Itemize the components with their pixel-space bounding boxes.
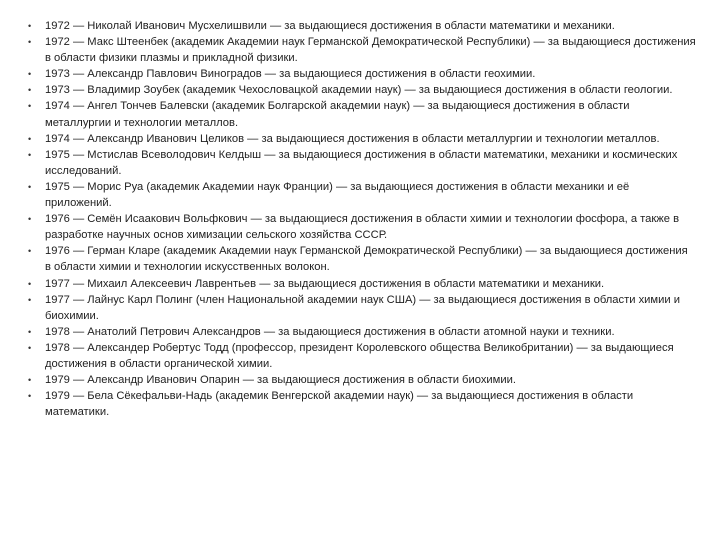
- list-item-text: 1976 — Герман Кларе (академик Академии наук Германской Демократической Республики) — за выдающиеся достижения в области химии и технологии искусственных волокон.: [45, 245, 688, 274]
- bullet-icon: •: [28, 37, 32, 48]
- bullet-icon: •: [28, 85, 32, 96]
- list-item-text: 1979 — Александр Иванович Опарин — за выдающиеся достижения в области биохимии.: [45, 374, 516, 387]
- bullet-icon: •: [28, 294, 32, 305]
- list-item: [28, 18, 696, 34]
- list-item: [28, 179, 696, 211]
- list-item-text: 1978 — Анатолий Петрович Александров — за выдающиеся достижения в области атомной науки и техники.: [45, 325, 615, 338]
- list-item: [28, 98, 696, 130]
- list-item-text: 1978 — Александер Робертус Тодд (профессор, президент Королевского общества Великобритании) — за выдающиеся достижения в области органической химии.: [45, 341, 674, 370]
- list-item-text: 1973 — Владимир Зоубек (академик Чехословацкой академии наук) — за выдающиеся достижения в области геологии.: [45, 84, 673, 97]
- list-item-text: 1976 — Семён Исаакович Вольфкович — за выдающиеся достижения в области химии и технологии фосфора, а также в разработке научных основ химизации сельского хозяйства СССР.: [45, 213, 680, 242]
- list-item-text: 1975 — Мстислав Всеволодович Келдыш — за выдающиеся достижения в области математики, механики и космических исследований.: [45, 148, 678, 177]
- bullet-icon: •: [28, 246, 32, 257]
- list-item: [28, 276, 696, 292]
- list-item: [28, 372, 696, 388]
- list-item: [28, 34, 696, 66]
- list-item: [28, 388, 696, 420]
- list-item: [28, 243, 696, 275]
- bullet-icon: •: [28, 181, 32, 192]
- list-item: [28, 66, 696, 82]
- laureates-list: [28, 18, 696, 420]
- list-item: [28, 147, 696, 179]
- list-item-text: 1973 — Александр Павлович Виноградов — за выдающиеся достижения в области геохимии.: [45, 68, 536, 81]
- bullet-icon: •: [28, 278, 32, 289]
- list-item: [28, 340, 696, 372]
- bullet-icon: •: [28, 342, 32, 353]
- bullet-icon: •: [28, 214, 32, 225]
- list-item: [28, 211, 696, 243]
- list-item-text: 1979 — Бела Сёкефальви-Надь (академик Венгерской академии наук) — за выдающиеся достижения в области математики.: [45, 390, 634, 419]
- list-item: [28, 292, 696, 324]
- list-item-text: 1972 — Макс Штеенбек (академик Академии наук Германской Демократической Республики) — за выдающиеся достижения в области физики плазмы и прикладной физики.: [45, 36, 696, 65]
- list-item: [28, 82, 696, 98]
- list-item-text: 1972 — Николай Иванович Мусхелишвили — за выдающиеся достижения в области математики и механики.: [45, 20, 615, 32]
- bullet-icon: •: [28, 375, 32, 386]
- list-item: [28, 131, 696, 147]
- list-item-text: 1977 — Михаил Алексеевич Лаврентьев — за выдающиеся достижения в области математики и механики.: [45, 277, 605, 290]
- bullet-icon: •: [28, 133, 32, 144]
- list-item-text: 1975 — Морис Руа (академик Академии наук Франции) — за выдающиеся достижения в области механики и её приложений.: [45, 180, 630, 210]
- bullet-icon: •: [28, 69, 32, 80]
- list-item-text: 1977 — Лайнус Карл Полинг (член Национальной академии наук США) — за выдающиеся достижения в области химии и биохимии.: [45, 293, 680, 322]
- list-item: [28, 324, 696, 340]
- bullet-icon: •: [28, 149, 32, 160]
- bullet-icon: •: [28, 326, 32, 337]
- list-item-text: 1974 — Ангел Тончев Балевски (академик Болгарской академии наук) — за выдающиеся достижения в области металлургии и технологии металлов.: [45, 100, 630, 129]
- list-item-text: 1974 — Александр Иванович Целиков — за выдающиеся достижения в области металлургии и технологии металлов.: [45, 132, 660, 145]
- bullet-icon: •: [28, 21, 32, 31]
- bullet-icon: •: [28, 391, 32, 402]
- bullet-icon: •: [28, 101, 32, 112]
